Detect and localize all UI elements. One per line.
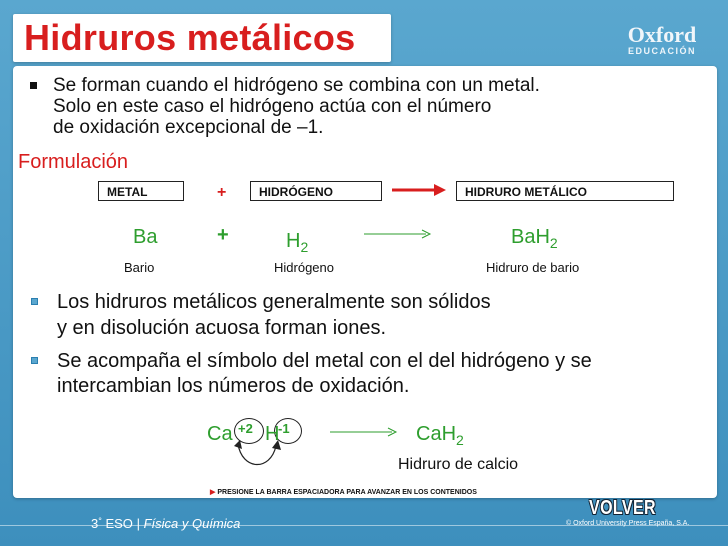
bullet-2-line-1: Se acompaña el símbolo del metal con el del hidrógeno y se (57, 350, 592, 372)
green-arrow-icon (364, 229, 432, 239)
calcium-oxidation-number: +2 (238, 421, 253, 436)
hydrogen-formula: $H_2$ (286, 230, 309, 255)
hidruro-metalico-box: HIDRURO METÁLICO (456, 181, 674, 201)
brand-logo (622, 24, 702, 56)
bullet-square-icon (31, 298, 38, 305)
hidrogeno-box: HIDRÓGENO (250, 181, 382, 201)
barium-hydride-name: Hidruro de bario (486, 260, 580, 275)
green-plus-sign: + (217, 224, 229, 246)
hydrogen-name: Hidrógeno (274, 260, 334, 275)
bullet-1-line-1: Los hidruros metálicos generalmente son sólidos (57, 291, 491, 313)
bullet-square-icon (30, 82, 37, 89)
calcium-hydride-formula: CaH$_2$ (416, 423, 464, 448)
brand-name: Oxford (627, 22, 697, 47)
volver-button[interactable]: VOLVER (589, 497, 657, 519)
page-title: Hidruros metálicos (24, 17, 356, 58)
intro-line-3: de oxidación excepcional de –1. (53, 117, 324, 138)
bullet-1-line-2: y en disolución acuosa forman iones. (57, 317, 387, 339)
swap-arrows-icon (228, 440, 288, 476)
barium-symbol: Ba (133, 226, 158, 248)
calcium-hydride-name: Hidruro de calcio (398, 456, 519, 473)
plus-sign: + (217, 184, 227, 201)
footer-course: 3° ESO | Física y Química (91, 516, 241, 531)
intro-line-1: Se forman cuando el hidrógeno se combina con un metal. (53, 75, 540, 96)
instructions-text: ▶ PRESIONE LA BARRA ESPACIADORA PARA AVANZAR EN LOS CONTENIDOS (210, 489, 477, 496)
play-triangle-icon: ▶ (210, 489, 216, 496)
hydrogen-oxidation-number: -1 (278, 421, 290, 436)
formulacion-heading: Formulación (18, 151, 129, 173)
brand-subtitle: EDUCACIÓN (627, 46, 696, 56)
barium-hydride-formula: BaH$_2$ (511, 226, 558, 251)
bullet-2-line-2: intercambian los números de oxidación. (57, 375, 410, 397)
footer-copyright: © Oxford University Press España, S.A. (566, 520, 690, 527)
barium-name: Bario (124, 260, 155, 275)
red-arrow-icon (392, 183, 446, 197)
hydrogen-symbol: H (265, 423, 280, 445)
intro-line-2: Solo en este caso el hidrógeno actúa con el número (53, 96, 492, 117)
metal-box: METAL (98, 181, 184, 201)
bullet-square-icon (31, 357, 38, 364)
green-arrow-icon (330, 427, 398, 437)
calcium-symbol: Ca (207, 423, 233, 445)
